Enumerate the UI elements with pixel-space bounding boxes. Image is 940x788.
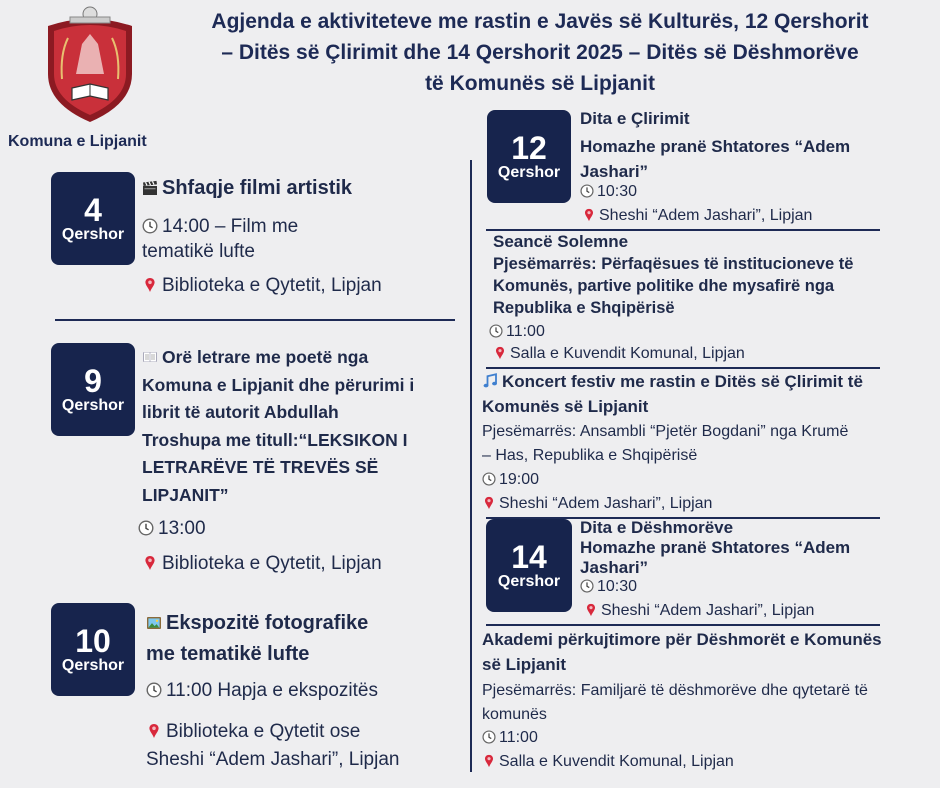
column-divider: [470, 160, 472, 772]
music-notes-icon: [482, 373, 498, 389]
title-line: – Ditës së Çlirimit dhe 14 Qershorit 2025 – Ditës së Dëshmorëve: [221, 41, 859, 64]
event-time: 19:00: [482, 468, 539, 492]
date-day: 14: [511, 538, 547, 575]
framed-picture-icon: [146, 615, 162, 631]
event-title: Ekspozitë fotografike me tematikë lufte: [146, 612, 369, 665]
location-pin-icon: [142, 277, 158, 293]
clock-icon: [489, 324, 503, 338]
date-badge-9: [51, 343, 135, 436]
clock-icon: [482, 730, 496, 744]
date-badge-10: [51, 603, 135, 696]
date-month: Qershor: [497, 163, 561, 181]
event-time: 10:30: [580, 180, 637, 204]
event-participants: Pjesëmarrës: Ansambli “Pjetër Bogdani” nga Krumë – Has, Republika e Shqipërisë: [482, 423, 849, 464]
location-pin-icon: [482, 496, 496, 510]
clock-icon: [138, 520, 154, 536]
clock-icon: [580, 184, 594, 198]
clock-icon: [142, 218, 158, 234]
event-place: Biblioteka e Qytetit ose Sheshi “Adem Jashari”, Lipjan: [146, 721, 400, 770]
event-place: Biblioteka e Qytetit, Lipjan: [142, 273, 382, 298]
event-place: Salla e Kuvendit Komunal, Lipjan: [482, 750, 734, 774]
title-line: Agjenda e aktiviteteve me rastin e Javës së Kulturës, 12 Qershorit: [211, 10, 869, 33]
date-day: 10: [75, 622, 111, 659]
date-day: 12: [511, 129, 547, 166]
logo-caption: Komuna e Lipjanit: [8, 133, 147, 150]
clock-icon: [482, 472, 496, 486]
divider: [486, 624, 880, 626]
event-title: Dita e Çlirimit: [580, 109, 690, 128]
event-title: Dita e Dëshmorëve: [580, 518, 734, 537]
event-title: Akademi përkujtimore për Dëshmorët e Komunës së Lipjanit: [482, 630, 882, 674]
date-badge-4: [51, 172, 135, 265]
event-subtitle: Homazhe pranë Shtatores “Adem Jashari”: [580, 137, 851, 181]
event-place: Sheshi “Adem Jashari”, Lipjan: [482, 492, 712, 516]
event-title: Orë letrare me poetë nga Komuna e Lipjanit dhe përurimi i librit të autorit Abdullah Troshupa me titull:“LEKSIKON I LETRARËVE TË TREVËS SË LIPJANIT”: [142, 347, 415, 505]
date-month: Qershor: [61, 225, 125, 243]
event-title: Shfaqje filmi artistik: [142, 176, 352, 201]
location-pin-icon: [482, 754, 496, 768]
date-day: 9: [84, 362, 102, 399]
event-place: Biblioteka e Qytetit, Lipjan: [142, 551, 382, 576]
location-pin-icon: [146, 723, 162, 739]
date-month: Qershor: [61, 396, 125, 414]
location-pin-icon: [493, 346, 507, 360]
location-pin-icon: [584, 603, 598, 617]
page-title: [150, 6, 930, 99]
event-time: 13:00: [138, 516, 206, 541]
event-time: 11:00: [489, 320, 545, 344]
event-place: Salla e Kuvendit Komunal, Lipjan: [493, 342, 745, 366]
date-badge-14: [486, 519, 572, 612]
open-book-icon: [142, 349, 158, 365]
clapperboard-icon: [142, 180, 158, 196]
municipality-coat-of-arms-icon: [40, 4, 140, 124]
divider: [55, 319, 455, 321]
event-title: Seancë Solemne: [493, 232, 629, 251]
event-time: 10:30: [580, 575, 637, 599]
title-line: të Komunës së Lipjanit: [425, 72, 655, 95]
event-participants: Pjesëmarrës: Familjarë të dëshmorëve dhe qytetarë të komunës: [482, 682, 868, 723]
location-pin-icon: [142, 555, 158, 571]
event-place: Sheshi “Adem Jashari”, Lipjan: [582, 204, 812, 228]
date-day: 4: [84, 191, 102, 228]
clock-icon: [146, 682, 162, 698]
date-month: Qershor: [61, 656, 125, 674]
event-time: 11:00: [482, 726, 538, 750]
date-badge-12: [487, 110, 571, 203]
event-time: 14:00 – Film me tematikë lufte: [142, 216, 299, 262]
location-pin-icon: [582, 208, 596, 222]
event-title: Koncert festiv me rastin e Ditës së Çlirimit të Komunës së Lipjanit: [482, 372, 863, 416]
date-month: Qershor: [497, 572, 561, 590]
event-participants: Pjesëmarrës: Përfaqësues të institucioneve të Komunës, partive politike dhe mysafirë nga Republika e Shqipërisë: [493, 255, 854, 317]
event-place: Sheshi “Adem Jashari”, Lipjan: [584, 599, 814, 623]
event-time: 11:00 Hapja e ekspozitës: [146, 678, 378, 703]
clock-icon: [580, 579, 594, 593]
event-subtitle: Homazhe pranë Shtatores “Adem Jashari”: [580, 538, 851, 577]
